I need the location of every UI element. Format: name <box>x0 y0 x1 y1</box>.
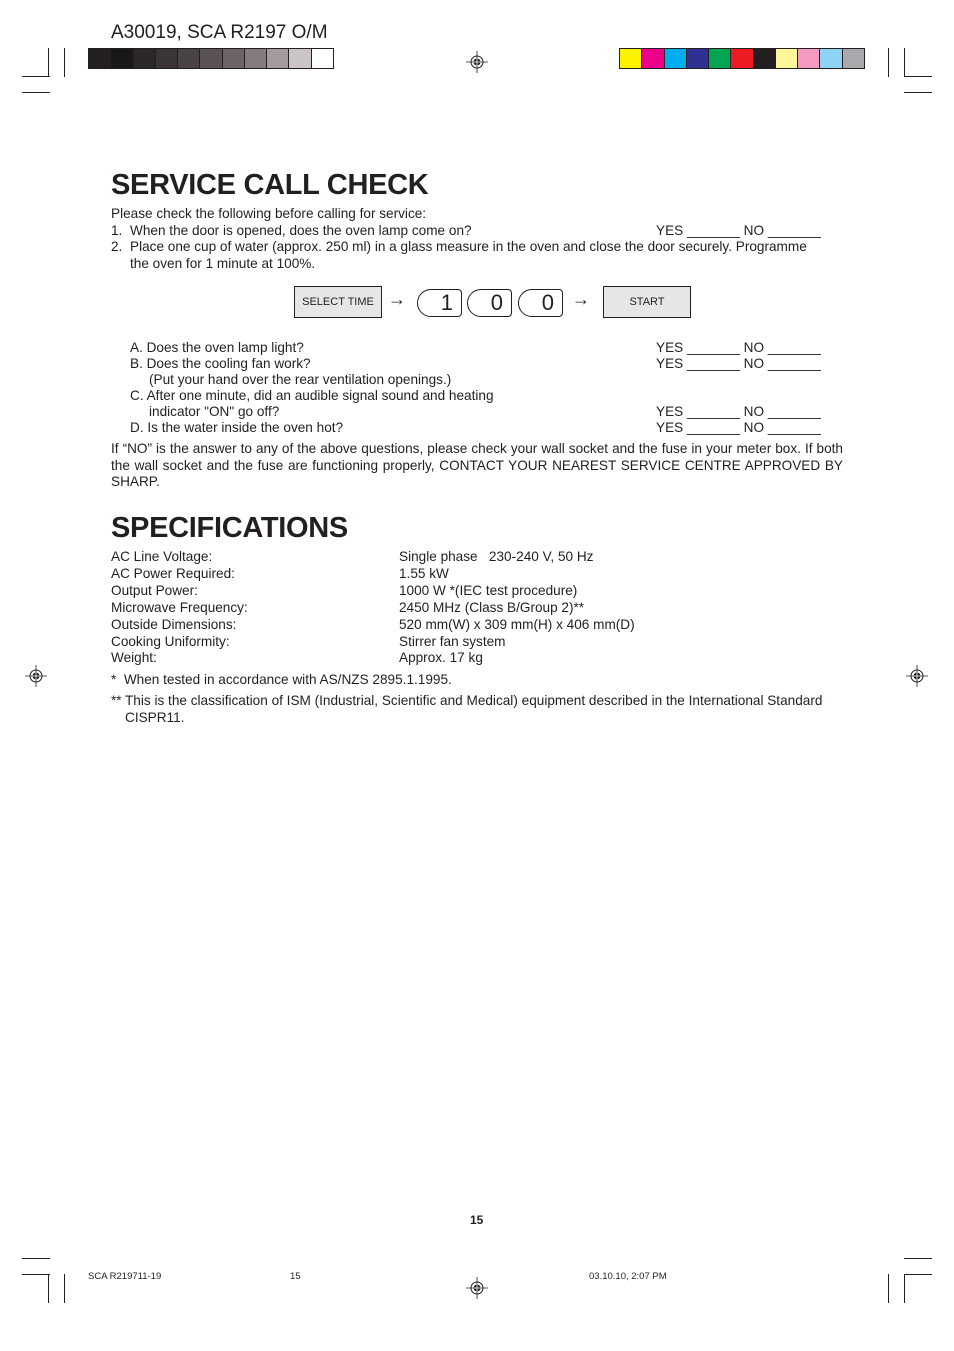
color-swatch <box>642 49 664 68</box>
footnote-2: This is the classification of ISM (Industrial, Scientific and Medical) equipment described in the International Standard CISPR11. <box>125 693 823 725</box>
service-call-check-title: SERVICE CALL CHECK <box>111 169 429 201</box>
color-swatch <box>731 49 753 68</box>
question-1: When the door is opened, does the oven lamp come on? <box>130 223 472 238</box>
question-2-line-1: Place one cup of water (approx. 250 ml) in a glass measure in the oven and close the door securely. Programme <box>130 239 807 254</box>
gray-swatch <box>111 49 133 68</box>
gray-swatch <box>267 49 289 68</box>
spec-label: Weight: <box>111 650 157 665</box>
gray-swatch <box>200 49 222 68</box>
digit-key-0: 0 <box>518 289 563 317</box>
page-number: 15 <box>470 1213 484 1227</box>
specifications-title: SPECIFICATIONS <box>111 512 348 544</box>
yes-no-field: YES _______ NO _______ <box>656 404 821 419</box>
yes-no-field: YES _______ NO _______ <box>656 356 821 371</box>
color-swatch <box>665 49 687 68</box>
grayscale-color-bar <box>88 48 334 69</box>
spec-value: Approx. 17 kg <box>399 650 483 665</box>
gray-swatch <box>156 49 178 68</box>
check-d: D. Is the water inside the oven hot? <box>130 420 344 435</box>
question-2-number: 2. <box>111 239 123 254</box>
check-c-line-1: C. After one minute, did an audible signal sound and heating <box>130 388 494 403</box>
registration-mark-icon <box>906 665 928 687</box>
footer-file-name: SCA R219711-19 <box>88 1271 162 1282</box>
document-code: A30019, SCA R2197 O/M <box>111 22 328 43</box>
spec-label: AC Line Voltage: <box>111 549 213 564</box>
spec-value: Single phase 230-240 V, 50 Hz <box>399 549 594 564</box>
digit-key-1: 1 <box>417 289 462 317</box>
gray-swatch <box>178 49 200 68</box>
check-a: A. Does the oven lamp light? <box>130 340 304 355</box>
service-intro: Please check the following before calling for service: <box>111 206 427 221</box>
gray-swatch <box>89 49 111 68</box>
gray-swatch <box>312 49 333 68</box>
arrow-right-icon: → <box>572 289 590 309</box>
color-swatch <box>798 49 820 68</box>
question-2-line-2: the oven for 1 minute at 100%. <box>130 256 316 271</box>
color-swatch <box>620 49 642 68</box>
check-c-line-2: indicator "ON" go off? <box>149 404 280 419</box>
yes-no-field: YES _______ NO _______ <box>656 420 821 435</box>
arrow-right-icon: → <box>388 289 406 309</box>
spec-label: Output Power: <box>111 583 198 598</box>
spec-value: 1.55 kW <box>399 566 449 581</box>
yes-no-field: YES _______ NO _______ <box>656 340 821 355</box>
color-swatch <box>754 49 776 68</box>
footnote-1: * When tested in accordance with AS/NZS 2895.1.1995. <box>111 672 452 687</box>
color-swatch <box>687 49 709 68</box>
check-b-note: (Put your hand over the rear ventilation openings.) <box>149 372 452 387</box>
spec-label: AC Power Required: <box>111 566 235 581</box>
gray-swatch <box>245 49 267 68</box>
color-swatch <box>776 49 798 68</box>
start-key: START <box>603 286 691 318</box>
spec-label: Outside Dimensions: <box>111 617 237 632</box>
process-color-bar <box>619 48 865 69</box>
spec-value: Stirrer fan system <box>399 634 506 649</box>
spec-label: Microwave Frequency: <box>111 600 248 615</box>
footnote-2-mark: ** <box>111 693 122 708</box>
registration-mark-icon <box>25 665 47 687</box>
spec-value: 2450 MHz (Class B/Group 2)** <box>399 600 585 615</box>
registration-mark-icon <box>466 51 488 73</box>
color-swatch <box>709 49 731 68</box>
gray-swatch <box>223 49 245 68</box>
yes-no-field: YES _______ NO _______ <box>656 223 821 238</box>
color-swatch <box>820 49 842 68</box>
digit-key-0: 0 <box>467 289 512 317</box>
question-1-number: 1. <box>111 223 123 238</box>
spec-label: Cooking Uniformity: <box>111 634 230 649</box>
footer-page: 15 <box>290 1271 301 1282</box>
service-closing-paragraph: If “NO” is the answer to any of the above questions, please check your wall socket and the fuse in your meter box. If both the wall socket and the fuse are functioning properly, CONTACT YOUR NEAREST SERVICE CENTRE APPROVED BY SHARP. <box>111 441 843 489</box>
registration-mark-icon <box>466 1277 488 1299</box>
color-swatch <box>843 49 864 68</box>
check-b: B. Does the cooling fan work? <box>130 356 311 371</box>
spec-value: 520 mm(W) x 309 mm(H) x 406 mm(D) <box>399 617 635 632</box>
select-time-key: SELECT TIME <box>294 286 382 318</box>
gray-swatch <box>134 49 156 68</box>
footer-timestamp: 03.10.10, 2:07 PM <box>589 1271 667 1282</box>
gray-swatch <box>289 49 311 68</box>
spec-value: 1000 W *(IEC test procedure) <box>399 583 578 598</box>
